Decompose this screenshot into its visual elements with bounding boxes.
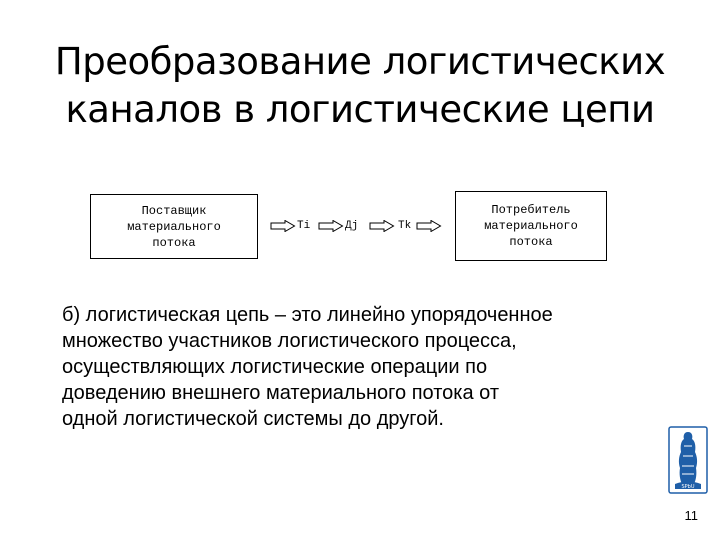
university-emblem-icon — [668, 426, 708, 494]
slide-title-line-2: каналов в логистические цепи — [65, 88, 655, 131]
node-ti: Ti — [297, 220, 311, 232]
definition-line-1: б) логистическая цепь – это линейно упорядоченное — [62, 304, 553, 326]
page-number: 11 — [684, 508, 698, 523]
node-tk: Tk — [398, 220, 412, 232]
arrow-icon — [369, 220, 395, 232]
definition-line-2: множество участников логистического процесса, — [62, 330, 517, 352]
definition-paragraph — [62, 302, 682, 432]
supplier-label-line-2: материального — [127, 219, 221, 234]
arrow-icon — [416, 220, 442, 232]
arrow-icon — [318, 220, 344, 232]
slide-title-line-1: Преобразование логистических — [54, 40, 666, 83]
node-dj: Дj — [345, 220, 359, 232]
supplier-label-line-1: Поставщик — [141, 203, 207, 218]
definition-line-3: осуществляющих логистические операции по — [62, 356, 488, 378]
supplier-box — [90, 194, 258, 259]
definition-line-5: одной логистической системы до другой. — [62, 408, 444, 430]
definition-line-4: доведению внешнего материального потока от — [62, 382, 499, 404]
consumer-box — [455, 191, 607, 261]
consumer-label-line-1: Потребитель — [491, 203, 571, 217]
svg-text:SPbU: SPbU — [681, 484, 695, 490]
slide-title — [0, 38, 720, 134]
consumer-label-line-3: потока — [509, 235, 553, 249]
supplier-label-line-3: потока — [152, 235, 196, 250]
consumer-label-line-2: материального — [484, 219, 578, 233]
arrow-icon — [270, 220, 296, 232]
